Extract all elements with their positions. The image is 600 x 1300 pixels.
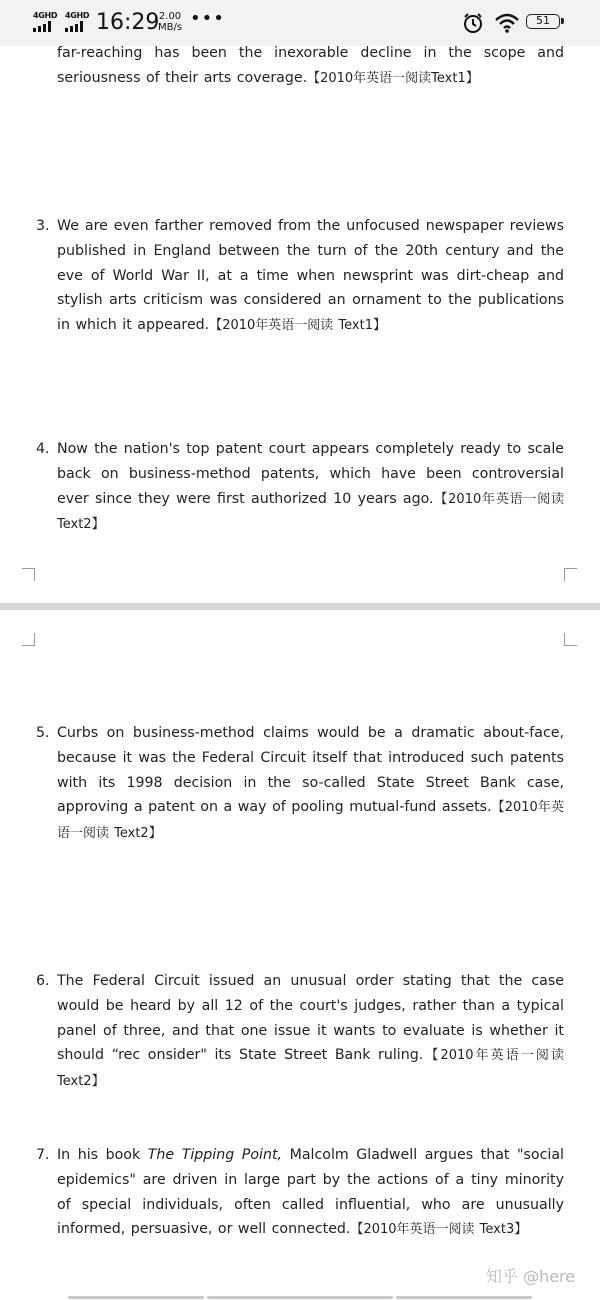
item-number: 3. bbox=[36, 218, 50, 234]
item-number: 4. bbox=[36, 441, 50, 457]
item-source: 【2010年英语一阅读 Text2】 bbox=[57, 800, 564, 842]
item-source: 【2010年英语一阅读 Text2】 bbox=[57, 1048, 564, 1090]
item-text: Now the nation's top patent court appears completely ready to scale back on business-method patents, which have been controversial ever since they were first authorized 10 years ago. bbox=[57, 441, 564, 507]
item-number: 6. bbox=[36, 973, 50, 989]
signal-icon bbox=[65, 11, 91, 33]
clock: 16:29 bbox=[96, 10, 160, 35]
item-source: 【2010年英语一阅读Text1】 bbox=[307, 70, 479, 86]
item-source: 【2010年英语一阅读 Text1】 bbox=[209, 318, 386, 334]
item-text: The Federal Circuit issued an unusual order stating that the case would be heard by all 12 of the court's judges, rather than a typical panel of three, and that one issue it wants to evaluate is whether it should “rec onsider" its State Street Bank ruling. bbox=[57, 973, 564, 1064]
more-notifications-icon: ••• bbox=[190, 8, 225, 29]
list-item bbox=[36, 1143, 564, 1243]
item-number: 5. bbox=[36, 725, 50, 741]
list-item bbox=[36, 214, 564, 339]
item-text-lead: In his book bbox=[57, 1147, 148, 1163]
item-text: Curbs on business-method claims would be a dramatic about-face, because it was the Federal Circuit itself that introduced such patents with its 1998 decision in the so-called State Street Bank case, approving a patent on a way of pooling mutual-fund assets. bbox=[57, 725, 564, 816]
battery-level: 51 bbox=[536, 14, 550, 27]
signal-icon bbox=[33, 11, 59, 33]
scroll-indicator[interactable] bbox=[207, 1296, 393, 1299]
list-item bbox=[36, 721, 564, 847]
scroll-indicator[interactable] bbox=[396, 1296, 532, 1299]
page-break bbox=[0, 603, 600, 610]
item-source: 【2010年英语一阅读 Text3】 bbox=[350, 1222, 528, 1238]
item-text: We are even farther removed from the unfocused newspaper reviews published in England between the turn of the 20th century and the eve of World War II, at a time when newsprint was dirt-cheap and stylish arts criticism was considered an ornament to the publications in which it appeared. bbox=[57, 218, 564, 334]
speed-unit: MB/s bbox=[158, 22, 183, 33]
speed-value: 2.00 bbox=[158, 11, 182, 22]
status-bar bbox=[0, 0, 600, 46]
network-type-2: 4GHD bbox=[65, 11, 90, 20]
battery-icon bbox=[526, 14, 560, 29]
item-source: 【2010年英语一阅读 Text2】 bbox=[57, 491, 564, 533]
item-text: Malcolm Gladwell argues that "social epidemics" are driven in large part by the actions of a tiny minority of special individuals, often called influential, who are unusually informed, persuasive, or well connected. bbox=[57, 1147, 564, 1238]
item-text: far-reaching has been the inexorable decline in the scope and seriousness of their arts coverage. bbox=[57, 45, 564, 86]
page-corner-mark bbox=[22, 568, 35, 581]
list-item bbox=[36, 969, 564, 1095]
wifi-icon bbox=[494, 12, 520, 34]
watermark: 知乎 @here bbox=[486, 1267, 576, 1286]
page-corner-mark bbox=[564, 633, 577, 646]
list-item bbox=[36, 437, 564, 538]
page-corner-mark bbox=[22, 633, 35, 646]
page-corner-mark bbox=[564, 568, 577, 581]
alarm-icon bbox=[462, 12, 484, 34]
network-speed bbox=[158, 11, 182, 33]
list-item bbox=[36, 41, 564, 92]
book-title: The Tipping Point, bbox=[147, 1147, 283, 1163]
item-number: 7. bbox=[36, 1147, 50, 1163]
scroll-indicator[interactable] bbox=[68, 1296, 204, 1299]
network-type-1: 4GHD bbox=[33, 11, 58, 20]
